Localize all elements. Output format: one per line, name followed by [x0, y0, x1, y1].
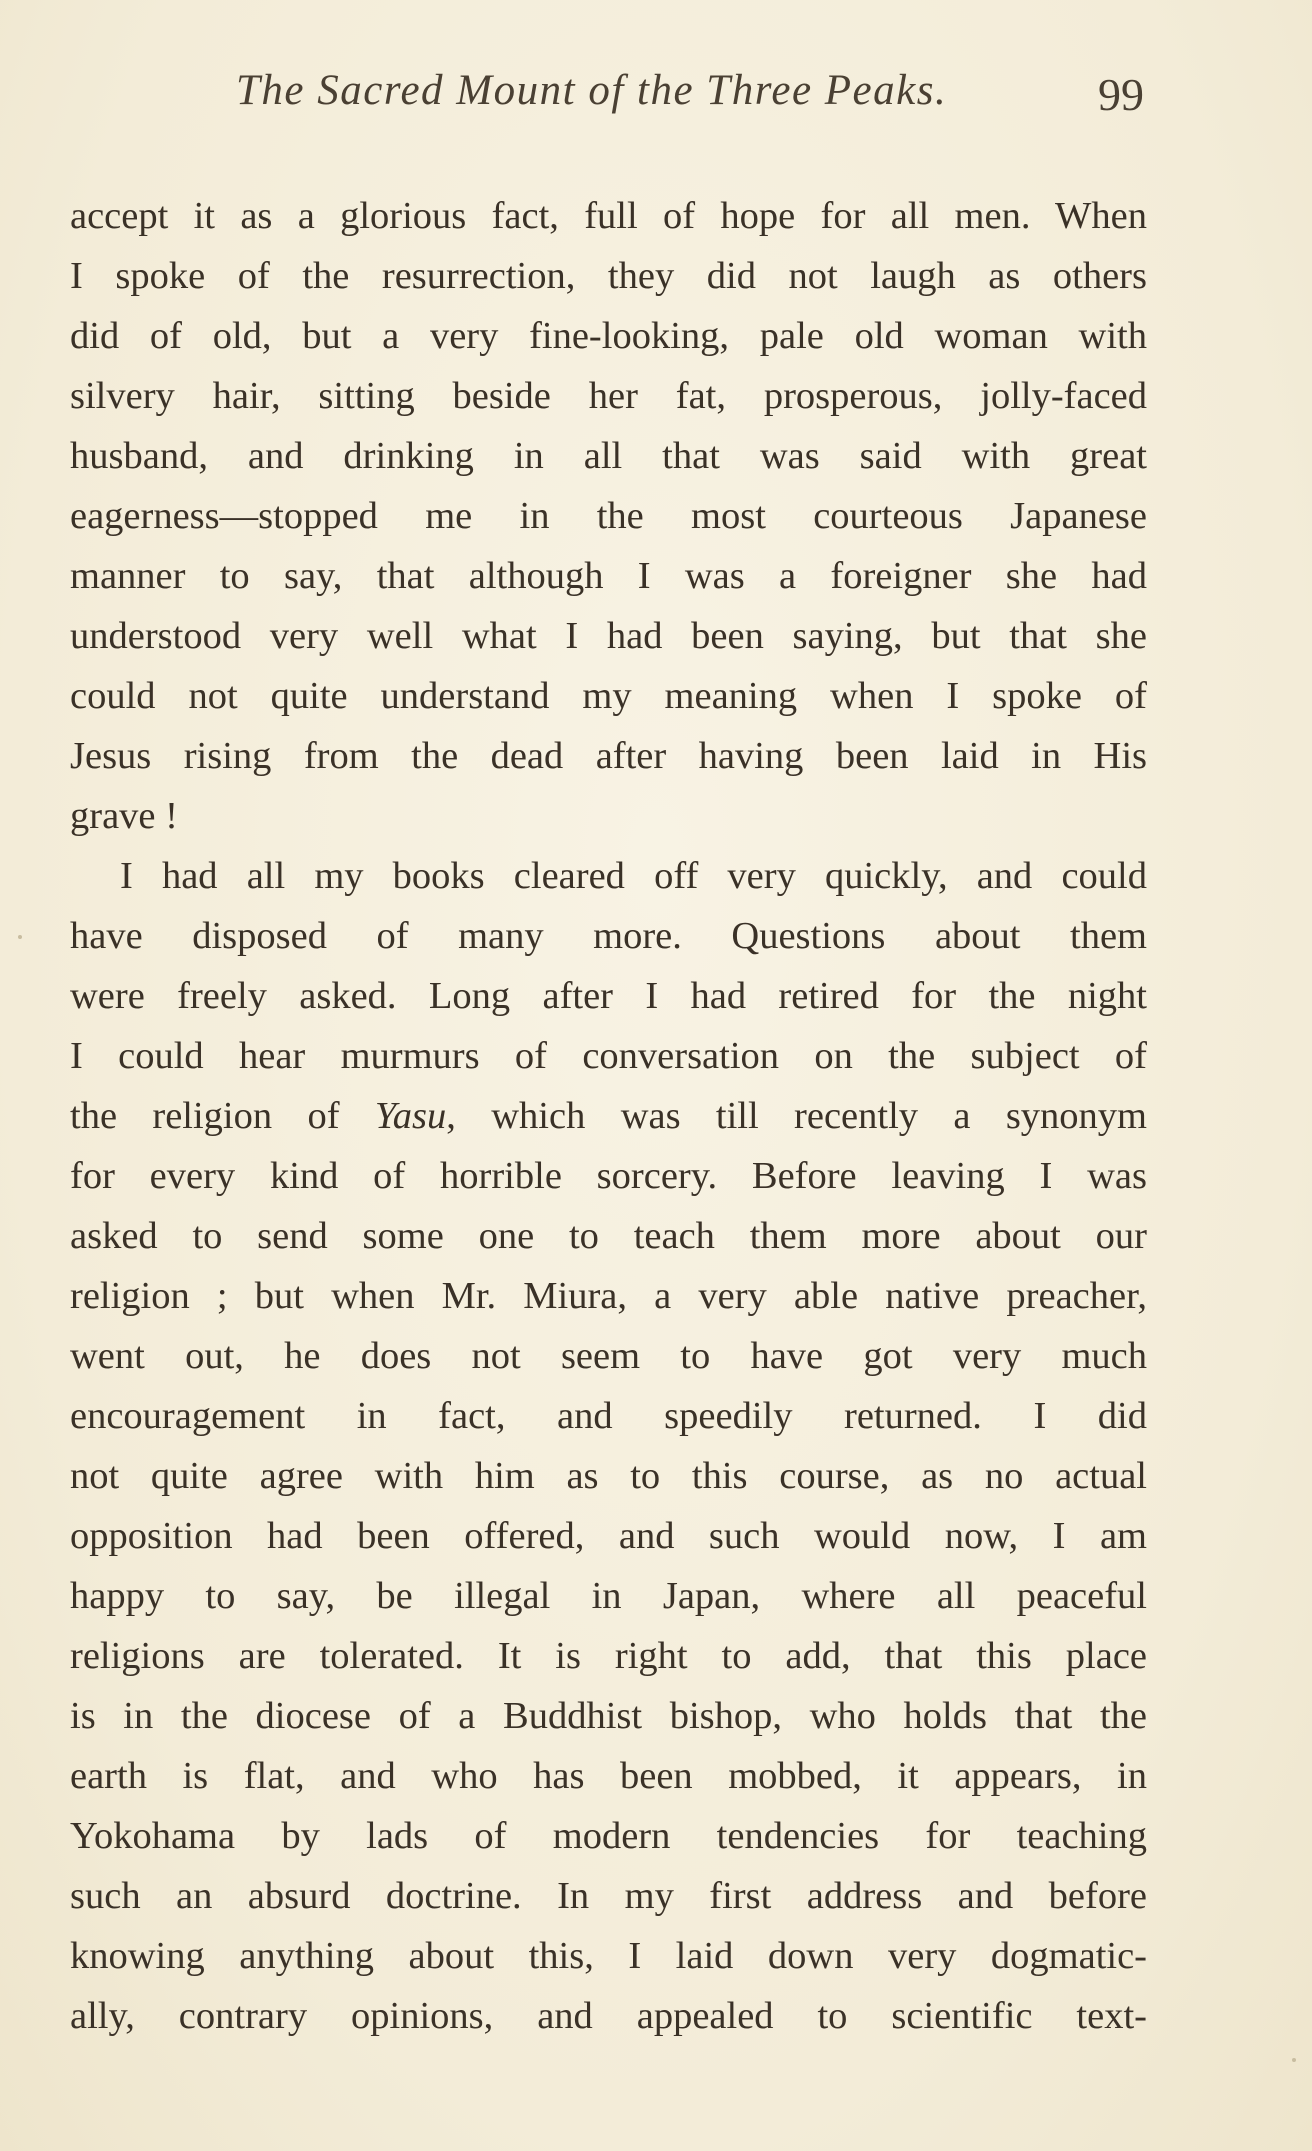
- text-line: were freely asked. Long after I had retired for the night: [70, 975, 1147, 1017]
- running-title: The Sacred Mount of the Three Peaks.: [236, 67, 948, 114]
- paper-speck: [1292, 2058, 1296, 2062]
- text-line: husband, and drinking in all that was said with great: [70, 435, 1147, 477]
- text-line: not quite agree with him as to this course, as no actual: [70, 1455, 1147, 1497]
- text-line: I spoke of the resurrection, they did not laugh as others: [70, 255, 1147, 297]
- text-line: religion ; but when Mr. Miura, a very able native preacher,: [70, 1275, 1147, 1317]
- paper-speck: [18, 935, 22, 939]
- page-header: [70, 66, 1150, 136]
- text-line: for every kind of horrible sorcery. Before leaving I was: [70, 1155, 1147, 1197]
- paragraph-start-line: I had all my books cleared off very quickly, and could: [120, 855, 1147, 897]
- page-number: 99: [1098, 69, 1144, 120]
- text-line: is in the diocese of a Buddhist bishop, who holds that the: [70, 1695, 1147, 1737]
- text-line: knowing anything about this, I laid down very dogmatic-: [70, 1935, 1147, 1977]
- text-line: encouragement in fact, and speedily returned. I did: [70, 1395, 1147, 1437]
- text-line: have disposed of many more. Questions about them: [70, 915, 1147, 957]
- paragraph-end-line: grave !: [70, 795, 178, 837]
- text-line: manner to say, that although I was a foreigner she had: [70, 555, 1147, 597]
- text-line: Yokohama by lads of modern tendencies for teaching: [70, 1815, 1147, 1857]
- text-line: understood very well what I had been saying, but that she: [70, 615, 1147, 657]
- text-line: earth is flat, and who has been mobbed, it appears, in: [70, 1755, 1147, 1797]
- body-text: [70, 186, 1147, 2046]
- text-line: accept it as a glorious fact, full of hope for all men. When: [70, 195, 1147, 237]
- text-line: could not quite understand my meaning when I spoke of: [70, 675, 1147, 717]
- text-line: such an absurd doctrine. In my first address and before: [70, 1875, 1147, 1917]
- text-line: went out, he does not seem to have got very much: [70, 1335, 1147, 1377]
- text-line: eagerness—stopped me in the most courteous Japanese: [70, 495, 1147, 537]
- text-line: did of old, but a very fine-looking, pale old woman with: [70, 315, 1147, 357]
- text-line: happy to say, be illegal in Japan, where all peaceful: [70, 1575, 1147, 1617]
- text-line: I could hear murmurs of conversation on the subject of: [70, 1035, 1147, 1077]
- text-line: silvery hair, sitting beside her fat, prosperous, jolly-faced: [70, 375, 1147, 417]
- text-line: opposition had been offered, and such would now, I am: [70, 1515, 1147, 1557]
- text-line: asked to send some one to teach them more about our: [70, 1215, 1147, 1257]
- text-line: Jesus rising from the dead after having been laid in His: [70, 735, 1147, 777]
- text-line: religions are tolerated. It is right to add, that this place: [70, 1635, 1147, 1677]
- text-line: the religion of Yasu, which was till recently a synonym: [70, 1095, 1147, 1137]
- text-line: ally, contrary opinions, and appealed to scientific text-: [70, 1995, 1147, 2037]
